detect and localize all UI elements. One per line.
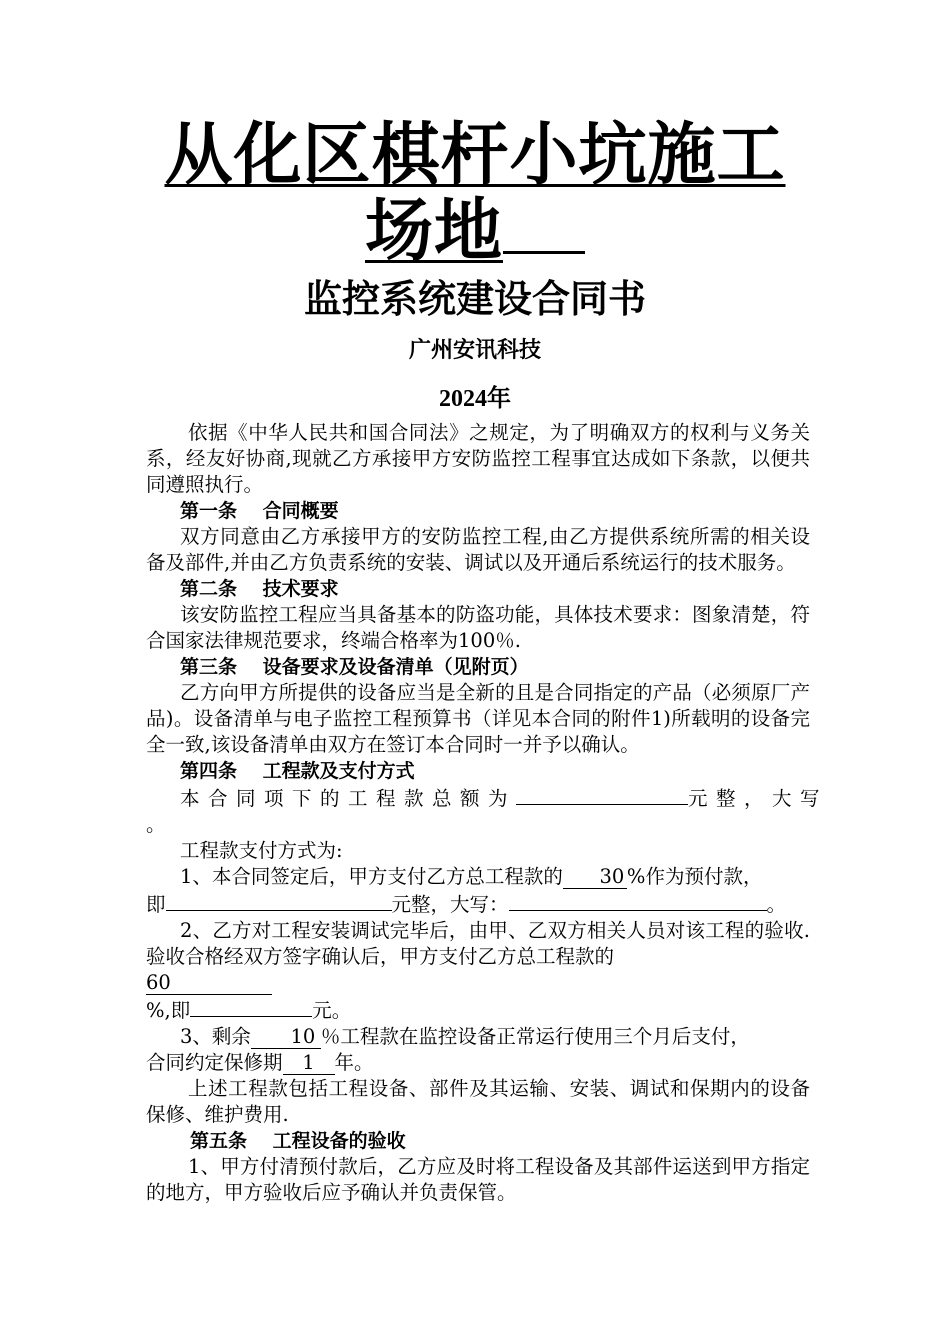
company-name: 广州安讯科技	[408, 338, 541, 363]
contract-body	[146, 420, 829, 1206]
payment-item-1-amount: 即 元整，大写： 。	[146, 890, 810, 918]
intro-paragraph: 依据《中华人民共和国合同法》之规定，为了明确双方的权利与义务关系，经友好协商,现就乙方承接甲方安防监控工程事宜达成如下条款，以便共同遵照执行。	[146, 421, 810, 496]
article-2-text: 该安防监控工程应当具备基本的防盗功能，具体技术要求：图象清楚，符合国家法律规范要求，终端合格率为100％.	[146, 603, 810, 652]
article-3-heading: 第三条 设备要求及设备清单（见附页）	[180, 656, 529, 678]
total-amount-blank	[516, 784, 688, 805]
payment-item-2-percent-line	[146, 970, 810, 996]
acceptance-amount-blank	[190, 996, 312, 1017]
total-amount-end: 。	[146, 813, 166, 836]
payment-item-2: 2、乙方对工程安装调试完毕后，由甲、乙双方相关人员对该工程的验收.验收合格经双方签字确认后，甲方支付乙方总工程款的	[146, 919, 810, 968]
article-3-text: 乙方向甲方所提供的设备应当是全新的且是合同指定的产品（必须原厂产品)。设备清单与电子监控工程预算书（详见本合同的附件1)所载明的设备完全一致,该设备清单由双方在签订本合同时一并予以确认。	[146, 681, 810, 756]
article-1-text: 双方同意由乙方承接甲方的安防监控工程,由乙方提供系统所需的相关设备及部件,并由乙方负责系统的安装、调试以及开通后系统运行的技术服务。	[146, 525, 810, 574]
title-line-1: 从化区棋杆小坑施工	[164, 116, 786, 195]
warranty-line: 合同约定保修期 1 年。	[146, 1051, 374, 1074]
total-amount-line: 本合同项下的工程款总额为 元整，大写	[146, 784, 810, 812]
prepay-percent: 30	[563, 866, 627, 889]
contract-subtitle: 监控系统建设合同书	[303, 277, 646, 321]
payment-method-title: 工程款支付方式为:	[180, 839, 343, 862]
contract-year: 2024年	[439, 386, 511, 412]
article-5-heading: 第五条 工程设备的验收	[190, 1130, 406, 1152]
title-line-2: 场地	[364, 192, 503, 271]
remaining-percent: 10	[251, 1026, 321, 1049]
article-5-text: 1、甲方付清预付款后，乙方应及时将工程设备及其部件运送到甲方指定的地方，甲方验收后应予确认并负责保管。	[146, 1155, 810, 1204]
acceptance-percent: 60	[146, 972, 272, 995]
article-4-heading: 第四条 工程款及支付方式	[180, 760, 415, 782]
payment-item-3: 3、剩余 10 ％工程款在监控设备正常运行使用三个月后支付，	[180, 1025, 750, 1048]
title-underline-blank	[503, 247, 585, 254]
payment-item-2-amount: %,即 元。	[146, 996, 810, 1024]
article-2-heading: 第二条 技术要求	[180, 578, 339, 600]
payment-note: 上述工程款包括工程设备、部件及其运输、安装、调试和保期内的设备保修、维护费用.	[146, 1077, 810, 1126]
warranty-years: 1	[283, 1052, 335, 1075]
prepay-amount-blank	[166, 890, 392, 911]
contract-title	[160, 118, 790, 270]
prepay-amount-words-blank	[509, 890, 767, 911]
payment-item-1: 1、本合同签定后，甲方支付乙方总工程款的 30 %作为预付款，	[180, 865, 763, 888]
article-1-heading: 第一条 合同概要	[180, 500, 339, 522]
